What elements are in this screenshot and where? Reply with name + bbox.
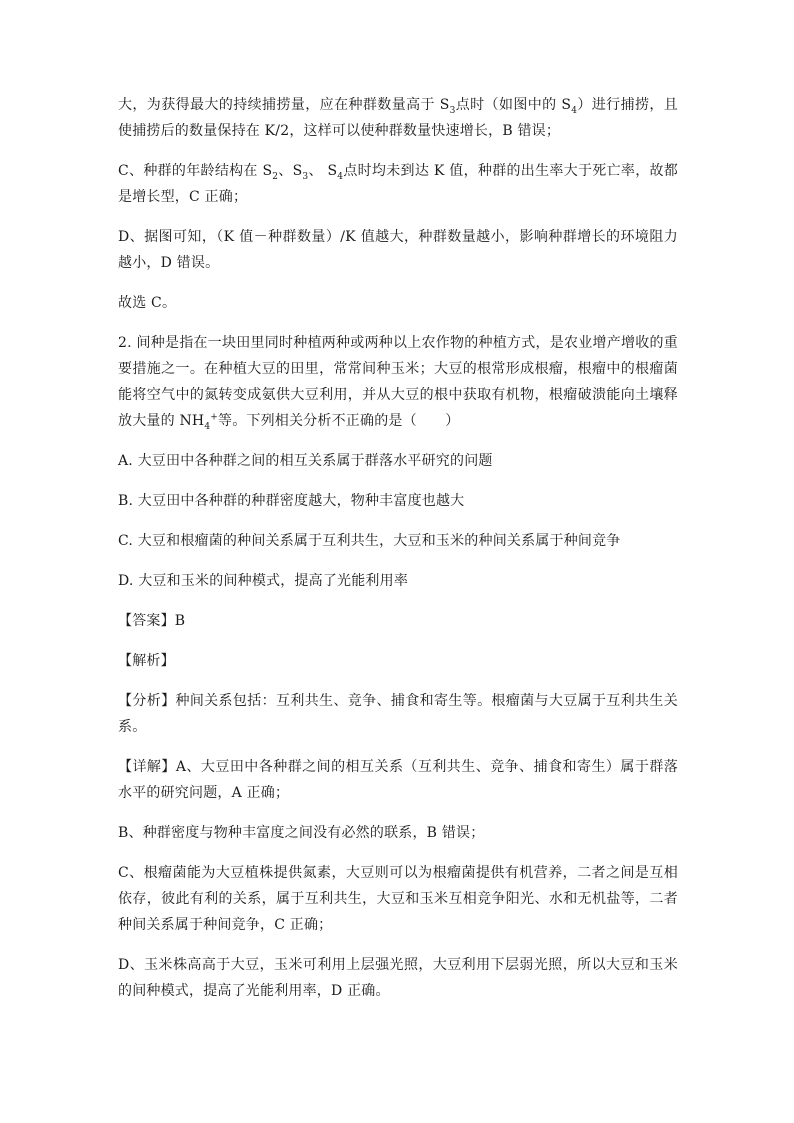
detail-b: B、种群密度与物种丰富度之间没有必然的联系，B 错误； xyxy=(118,825,485,841)
option-a: A. 大豆田中各种群之间的相互关系属于群落水平研究的问题 xyxy=(118,453,493,469)
paragraph-prev-answer-b: 大，为获得最大的持续捕捞量，应在种群数量高于 $S_3$点时（如图中的 $S_4$）进行捕捞，且使捕捞后的数量保持在 K/2，这样可以使种群数量快速增长，B 错误； xyxy=(118,97,678,139)
paragraph-prev-answer-d: D、据图可知，（K 值－种群数量）/K 值越大，种群数量越小，影响种群增长的环境阻力越小，D 错误。 xyxy=(118,229,678,271)
detail-c: C、根瘤菌能为大豆植株提供氮素，大豆则可以为根瘤菌提供有机营养，二者之间是互相依存，彼此有利的关系，属于互利共生，大豆和玉米互相竞争阳光、水和无机盐等，二者种间关系属于种间竞争，C 正确； xyxy=(118,865,678,933)
paragraph-prev-answer-c: C、种群的年龄结构在 $S_2$、$S_3$、 $S_4$点时均未到达 K 值，种群的出生率大于死亡率，故都是增长型，C 正确； xyxy=(118,163,679,205)
question-2-stem: 2. 间种是指在一块田里同时种植两种或两种以上农作物的种植方式，是农业增产增收的重要措施之一。在种植大豆的田里，常常间种玉米；大豆的根常形成根瘤，根瘤中的根瘤菌能将空气中的氮转变成氨供大豆利用，并从大豆的根中获取有机物，根瘤破溃能向土壤释放大量的 $NH_4^+$等。下列相关分析不正确的是（ ） xyxy=(118,335,678,432)
analysis-heading: 【解析】 xyxy=(118,653,175,669)
answer-label: 【答案】B xyxy=(118,613,186,629)
option-d: D. 大豆和玉米的间种模式，提高了光能利用率 xyxy=(118,573,409,589)
detail-d: D、玉米株高高于大豆，玉米可利用上层强光照，大豆利用下层弱光照，所以大豆和玉米的间种模式，提高了光能利用率，D 正确。 xyxy=(118,957,678,999)
analysis-summary: 【分析】种间关系包括：互利共生、竞争、捕食和寄生等。根瘤菌与大豆属于互利共生关系。 xyxy=(118,693,678,735)
detail-a: 【详解】A、大豆田中各种群之间的相互关系（互利共生、竞争、捕食和寄生）属于群落水平的研究问题，A 正确； xyxy=(118,759,678,801)
option-c: C. 大豆和根瘤菌的种间关系属于互利共生，大豆和玉米的种间关系属于种间竞争 xyxy=(118,533,621,549)
document-page xyxy=(118,92,678,1018)
option-b: B. 大豆田中各种群的种群密度越大，物种丰富度也越大 xyxy=(118,493,465,509)
paragraph-prev-choice: 故选 C。 xyxy=(118,295,177,311)
